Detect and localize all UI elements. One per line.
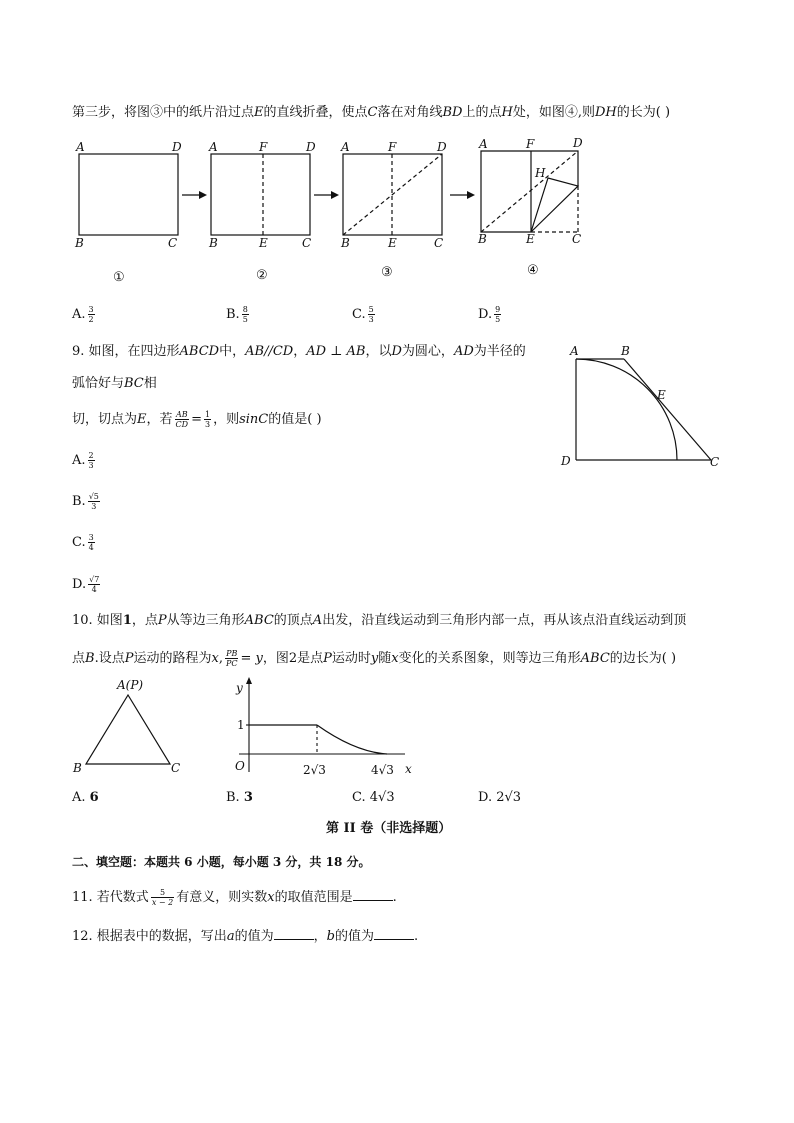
- fig3-label-a: A: [341, 140, 350, 154]
- q8-folding-figure: [60, 130, 620, 290]
- q8-text-4: 上的点: [462, 105, 502, 120]
- fig3-label-f: F: [388, 140, 397, 154]
- fig4-diagonal: [481, 151, 578, 232]
- q9-ratio-value: $\frac{1}{3}$: [204, 410, 211, 429]
- fig4-label-a: A: [479, 137, 488, 151]
- q8-text-3: 落在对角线: [377, 105, 443, 120]
- fig1-label-d: D: [172, 140, 182, 154]
- q8-stem: [72, 104, 670, 122]
- q8-option-b-fraction: $\frac{8}{5}$: [242, 305, 248, 324]
- q8-var-dh: DH: [594, 105, 617, 120]
- q10-label-c: C: [171, 761, 181, 775]
- q8-text-6: 的长为( ): [616, 105, 671, 120]
- fig4-label-b: B: [478, 232, 487, 246]
- q11-answer-blank[interactable]: [353, 888, 393, 901]
- q9-side-bc: [624, 359, 711, 460]
- q10-label-ap: A(P): [117, 678, 144, 692]
- fig2-rect: [211, 154, 310, 235]
- fig4-label-e: E: [526, 232, 535, 246]
- q8-var-h: H: [501, 105, 513, 120]
- q8-option-b[interactable]: B. $\frac{8}{5}$: [226, 305, 248, 324]
- q9-figure: [555, 340, 730, 475]
- fig1-rect: [79, 154, 178, 235]
- q8-option-d[interactable]: D. $\frac{9}{5}$: [478, 305, 501, 324]
- q9-label-d: D: [561, 454, 571, 468]
- q10-pb-pc-fraction: $\frac{PB}{PC}$: [225, 649, 238, 668]
- q10-option-b[interactable]: B. 3: [226, 790, 253, 805]
- arrow-2-head: [331, 191, 339, 199]
- fig4-label-h: H: [535, 166, 546, 180]
- q12-stem: 12. 根据表中的数据，写出a的值为 ，b的值为 .: [72, 929, 419, 944]
- fig4-label-d: D: [573, 136, 583, 150]
- q10-stem-line2: 点B.设点P运动的路程为x, $\frac{PB}{PC}$ = y，图2是点P运动时y随x变化的关系图象，则等边三角形ABC的边长为( ): [72, 649, 677, 668]
- q8-text-2: 的直线折叠，使点: [263, 105, 368, 120]
- q9-stem-line3: 切，切点为E，若 $\frac{AB}{CD}$ = $\frac{1}{3}$ ，则sinC的值是( ): [72, 410, 322, 429]
- q8-var-c: C: [367, 105, 378, 120]
- fig1-label-b: B: [75, 236, 84, 250]
- q8-option-d-fraction: $\frac{9}{5}$: [495, 305, 501, 324]
- arrow-3-head: [467, 191, 475, 199]
- q10-y-arrow: [246, 677, 252, 684]
- fig2-label-c: C: [302, 236, 312, 250]
- q10-graph-tick1: 2√3: [303, 763, 326, 777]
- q10-label-b: B: [73, 761, 82, 775]
- q9-ratio-fraction: $\frac{AB}{CD}$: [175, 410, 189, 429]
- q9-option-c[interactable]: C. $\frac{3}{4}$: [72, 533, 94, 552]
- fig-number-1: ①: [113, 270, 125, 285]
- fig-number-4: ④: [527, 263, 539, 278]
- q8-text-5: 处，如图④,则: [512, 105, 595, 120]
- fig3-diagonal: [343, 154, 442, 235]
- q10-decreasing-curve: [317, 725, 387, 754]
- q10-option-a[interactable]: A. 6: [72, 790, 99, 805]
- q10-option-d[interactable]: D. 2√3: [478, 790, 522, 805]
- q10-graph-one: 1: [237, 718, 245, 732]
- q9-option-d[interactable]: D. $\frac{√7}{4}$: [72, 575, 100, 594]
- q10-triangle-figure: [60, 672, 200, 782]
- q10-option-c[interactable]: C. 4√3: [352, 790, 395, 805]
- section-title: 第 II 卷（非选择题）: [326, 821, 452, 836]
- q8-option-c[interactable]: C. $\frac{5}{3}$: [352, 305, 374, 324]
- fig2-label-b: B: [209, 236, 218, 250]
- q9-stem-line2: 弧恰好与BC相: [72, 376, 157, 391]
- q10-graph-tick2: 4√3: [371, 763, 394, 777]
- q9-option-b[interactable]: B. $\frac{√5}{3}$: [72, 492, 99, 511]
- fig2-label-f: F: [259, 140, 268, 154]
- fig1-label-a: A: [76, 140, 85, 154]
- fig-number-3: ③: [381, 265, 393, 280]
- q9-option-a[interactable]: A. $\frac{2}{3}$: [72, 451, 94, 470]
- section-heading: 二、填空题：本题共 6 小题，每小题 3 分，共 18 分。: [72, 855, 371, 869]
- fig1-label-c: C: [168, 236, 178, 250]
- q12-answer-blank-b[interactable]: [374, 927, 414, 940]
- fig3-label-c: C: [434, 236, 444, 250]
- q10-triangle: [86, 695, 170, 764]
- q10-graph-figure: [225, 672, 412, 782]
- q11-fraction: $\frac{5}{x - 2}$: [151, 888, 174, 907]
- q10-graph-origin: O: [235, 759, 245, 773]
- fig4-label-c: C: [572, 232, 582, 246]
- fig3-label-b: B: [341, 236, 350, 250]
- q10-graph-x-label: x: [405, 762, 412, 776]
- q8-text-1: 第三步，将图③中的纸片沿过点: [72, 105, 255, 120]
- arrow-1-head: [199, 191, 207, 199]
- q9-label-b: B: [621, 344, 630, 358]
- fig3-label-e: E: [388, 236, 397, 250]
- q11-stem: 11. 若代数式 $\frac{5}{x - 2}$ 有意义，则实数x的取值范围是 .: [72, 888, 397, 907]
- q8-var-e: E: [254, 105, 264, 120]
- q9-label-a: A: [570, 344, 579, 358]
- q8-var-bd: BD: [442, 105, 463, 120]
- q9-stem-line1: 9. 如图，在四边形ABCD中，AB//CD，AD ⊥ AB，以D为圆心，AD为半径的: [72, 344, 526, 359]
- q10-graph-y-label: y: [236, 681, 243, 695]
- q12-answer-blank-a[interactable]: [274, 927, 314, 940]
- fig2-label-e: E: [259, 236, 268, 250]
- fig-number-2: ②: [256, 268, 268, 283]
- fig2-label-d: D: [306, 140, 316, 154]
- q10-stem-line1: 10. 如图1，点P从等边三角形ABC的顶点A出发，沿直线运动到三角形内部一点，再从该点沿直线运动到顶: [72, 613, 687, 628]
- fig4-folded-triangle: [531, 178, 578, 232]
- q9-arc: [576, 359, 677, 460]
- fig4-label-f: F: [526, 137, 535, 151]
- q8-option-a-fraction: $\frac{3}{2}$: [88, 305, 94, 324]
- q8-option-a[interactable]: A. $\frac{3}{2}$: [72, 305, 94, 324]
- q9-label-e: E: [657, 388, 666, 402]
- fig2-label-a: A: [209, 140, 218, 154]
- fig3-label-d: D: [437, 140, 447, 154]
- q8-option-c-fraction: $\frac{5}{3}$: [368, 305, 374, 324]
- q9-label-c: C: [710, 455, 720, 469]
